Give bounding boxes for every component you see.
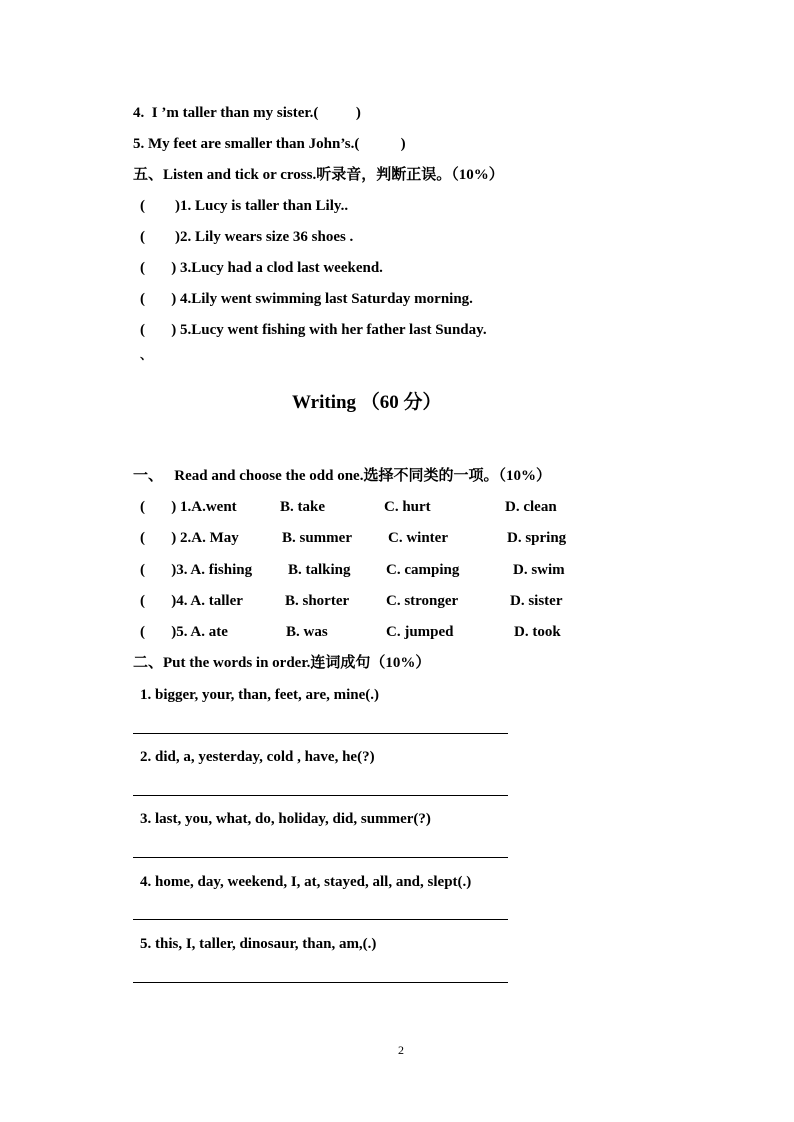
order-item-3: 3. last, you, what, do, holiday, did, summer(?) [140, 811, 431, 827]
page-number: 2 [398, 1043, 404, 1057]
part-1-heading: 一、 Read and choose the odd one.选择不同类的一项。（10%） [133, 468, 551, 484]
listen-item-1: ( )1. Lucy is taller than Lily.. [140, 198, 349, 214]
order-item-4: 4. home, day, weekend, I, at, stayed, all, and, slept(.) [140, 874, 472, 890]
choice-5-c: C. jumped [386, 624, 454, 640]
choice-2-c: C. winter [388, 530, 448, 546]
choice-4-d: D. sister [510, 593, 563, 609]
choice-5-d: D. took [514, 624, 561, 640]
choice-1-a: ( ) 1.A.went [140, 499, 237, 515]
choice-3-c: C. camping [386, 562, 460, 578]
listen-item-3: ( ) 3.Lucy had a clod last weekend. [140, 260, 383, 276]
choice-5-a: ( )5. A. ate [140, 624, 228, 640]
listen-item-5: ( ) 5.Lucy went fishing with her father last Sunday. [140, 322, 487, 338]
answer-line-1[interactable] [133, 733, 508, 734]
choice-2-b: B. summer [282, 530, 352, 546]
writing-title: Writing （60 分） [292, 392, 442, 413]
answer-line-3[interactable] [133, 857, 508, 858]
order-item-5: 5. this, I, taller, dinosaur, than, am,(.) [140, 936, 377, 952]
choice-2-a: ( ) 2.A. May [140, 530, 239, 546]
choice-4-a: ( )4. A. taller [140, 593, 243, 609]
stray-mark: 、 [140, 348, 153, 362]
answer-line-2[interactable] [133, 795, 508, 796]
choice-1-c: C. hurt [384, 499, 431, 515]
listen-item-4: ( ) 4.Lily went swimming last Saturday morning. [140, 291, 473, 307]
answer-line-5[interactable] [133, 982, 508, 983]
choice-3-b: B. talking [288, 562, 351, 578]
order-item-2: 2. did, a, yesterday, cold , have, he(?) [140, 749, 375, 765]
choice-1-b: B. take [280, 499, 325, 515]
question-5: 5. My feet are smaller than John’s.( ) [133, 136, 406, 152]
choice-5-b: B. was [286, 624, 328, 640]
question-4: 4. I ’m taller than my sister.( ) [133, 105, 361, 121]
choice-4-c: C. stronger [386, 593, 459, 609]
answer-line-4[interactable] [133, 919, 508, 920]
choice-1-d: D. clean [505, 499, 557, 515]
choice-4-b: B. shorter [285, 593, 350, 609]
part-2-heading: 二、Put the words in order.连词成句（10%） [133, 655, 431, 671]
choice-2-d: D. spring [507, 530, 567, 546]
choice-3-a: ( )3. A. fishing [140, 562, 253, 578]
choice-3-d: D. swim [513, 562, 565, 578]
order-item-1: 1. bigger, your, than, feet, are, mine(.) [140, 687, 380, 703]
listen-item-2: ( )2. Lily wears size 36 shoes . [140, 229, 354, 245]
section-5-heading: 五、Listen and tick or cross.听录音，判断正误。（10%） [133, 167, 504, 183]
